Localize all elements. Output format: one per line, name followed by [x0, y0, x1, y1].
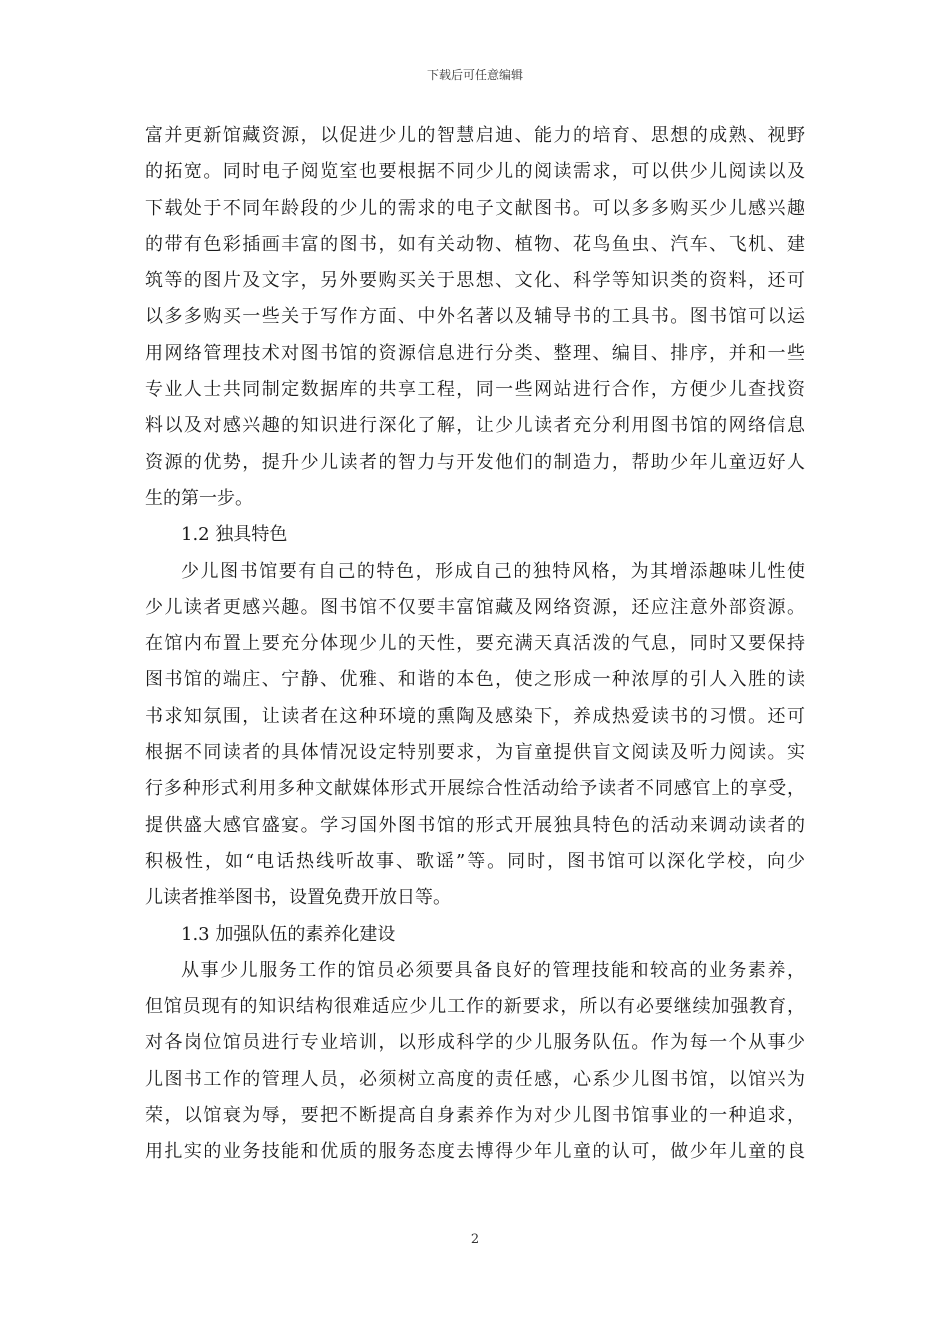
text-line: 对各岗位馆员进行专业培训，以形成科学的少儿服务队伍。作为每一个从事少 [145, 1032, 805, 1054]
text-line: 积极性，如“电话热线听故事、歌谣”等。同时，图书馆可以深化学校，向少 [145, 850, 805, 872]
text-line: 的带有色彩插画丰富的图书，如有关动物、植物、花鸟鱼虫、汽车、飞机、建 [145, 233, 805, 255]
text-line: 筑等的图片及文字，另外要购买关于思想、文化、科学等知识类的资料，还可 [145, 270, 805, 292]
text-line: 行多种形式利用多种文献媒体形式开展综合性活动给予读者不同感官上的享受， [145, 778, 805, 800]
text-line: 1.2 独具特色 [181, 524, 288, 546]
text-line: 以多多购买一些关于写作方面、中外名著以及辅导书的工具书。图书馆可以运 [145, 306, 805, 328]
text-line: 荣，以馆衰为辱，要把不断提高自身素养作为对少儿图书馆事业的一种追求， [145, 1105, 805, 1127]
text-line: 少儿读者更感兴趣。图书馆不仅要丰富馆藏及网络资源，还应注意外部资源。 [145, 596, 805, 618]
text-line: 的拓宽。同时电子阅览室也要根据不同少儿的阅读需求，可以供少儿阅读以及 [145, 161, 805, 183]
text-line: 儿读者推举图书，设置免费开放日等。 [145, 887, 451, 909]
text-line: 书求知氛围，让读者在这种环境的熏陶及感染下，养成热爱读书的习惯。还可 [145, 705, 805, 727]
text-line: 但馆员现有的知识结构很难适应少儿工作的新要求，所以有必要继续加强教育， [145, 996, 805, 1018]
text-line: 资源的优势，提升少儿读者的智力与开发他们的制造力，帮助少年儿童迈好人 [145, 451, 805, 473]
page-number: 2 [470, 1232, 480, 1247]
text-line: 少儿图书馆要有自己的特色，形成自己的独特风格，为其增添趣味儿性使 [181, 560, 805, 582]
text-line: 专业人士共同制定数据库的共享工程，同一些网站进行合作，方便少儿查找资 [145, 379, 805, 401]
text-line: 根据不同读者的具体情况设定特别要求，为盲童提供盲文阅读及听力阅读。实 [145, 742, 805, 764]
text-line: 图书馆的端庄、宁静、优雅、和谐的本色，使之形成一种浓厚的引人入胜的读 [145, 669, 805, 691]
text-line: 1.3 加强队伍的素养化建设 [181, 923, 396, 945]
text-line: 料以及对感兴趣的知识进行深化了解，让少儿读者充分利用图书馆的网络信息 [145, 415, 805, 437]
text-line: 用扎实的业务技能和优质的服务态度去博得少年儿童的认可，做少年儿童的良 [145, 1141, 805, 1163]
text-line: 富并更新馆藏资源，以促进少儿的智慧启迪、能力的培育、思想的成熟、视野 [145, 125, 805, 146]
text-line: 用网络管理技术对图书馆的资源信息进行分类、整理、编目、排序，并和一些 [145, 342, 805, 364]
page-header-note: 下载后可任意编辑 [426, 68, 523, 82]
text-line: 儿图书工作的管理人员，必须树立高度的责任感，心系少儿图书馆，以馆兴为 [145, 1068, 805, 1090]
text-line: 下载处于不同年龄段的少儿的需求的电子文献图书。可以多多购买少儿感兴趣 [145, 197, 805, 219]
text-line: 生的第一步。 [145, 487, 253, 509]
text-line: 在馆内布置上要充分体现少儿的天性，要充满天真活泼的气息，同时又要保持 [145, 633, 805, 655]
text-line: 提供盛大感官盛宴。学习国外图书馆的形式开展独具特色的活动来调动读者的 [145, 814, 805, 836]
text-line: 从事少儿服务工作的馆员必须要具备良好的管理技能和较高的业务素养， [181, 959, 805, 981]
document-body [145, 118, 805, 1171]
